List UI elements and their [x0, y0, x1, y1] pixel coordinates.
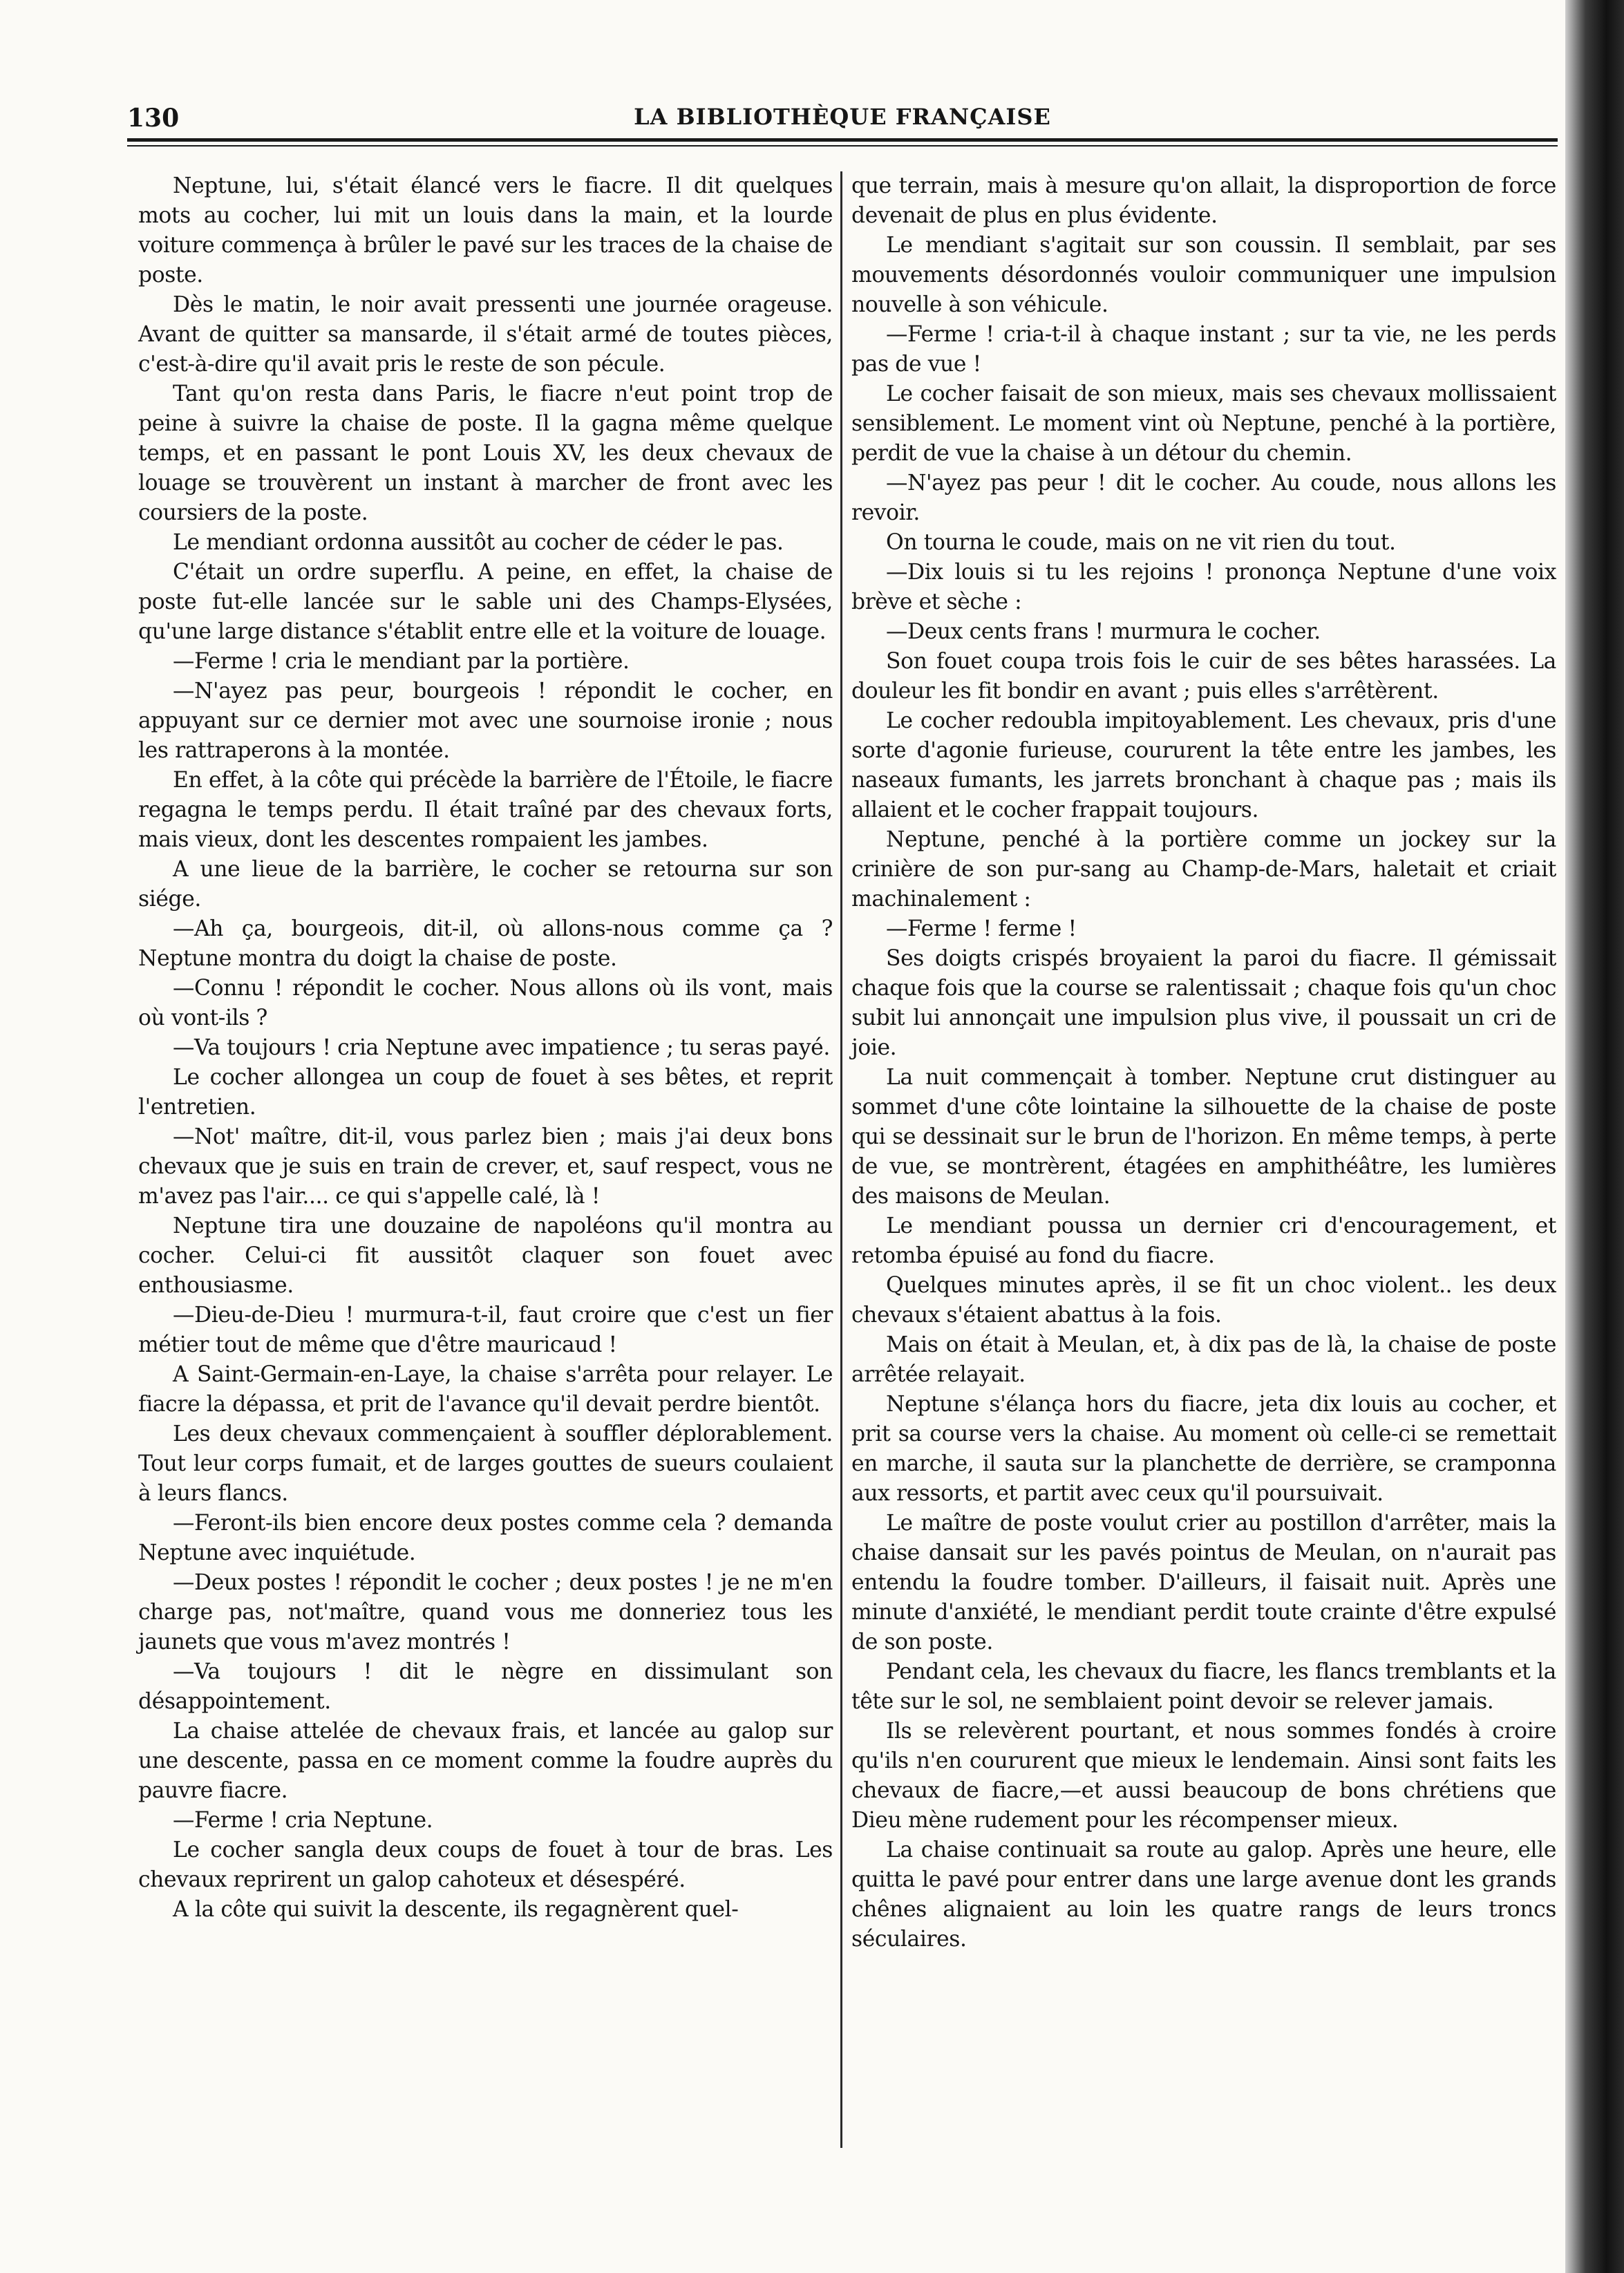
paragraph: Les deux chevaux commençaient à souffler déplorablement. Tout leur corps fumait, et de larges gouttes de sueurs coulaient à leurs flancs.: [138, 1422, 833, 1506]
paragraph: Ses doigts crispés broyaient la paroi du fiacre. Il gémissait chaque fois que la course se ralentissait ; chaque fois qu'un choc subit lui annonçait une impulsion plus vive, il poussait un cri de joie.: [851, 946, 1556, 1060]
paragraph: La chaise continuait sa route au galop. Après une heure, elle quitta le pavé pour entrer dans une large avenue dont les grands chênes alignaient au loin les quatre rangs de leurs troncs séculaires.: [851, 1838, 1556, 1952]
scan-edge: [1565, 0, 1624, 2273]
paragraph: C'était un ordre superflu. A peine, en effet, la chaise de poste fut-elle lancée sur le sable uni des Champs-Elysées, qu'une large distance s'établit entre elle et la voiture de louage.: [138, 560, 833, 644]
paragraph: Le mendiant s'agitait sur son coussin. Il semblait, par ses mouvements désordonnés vouloir communiquer une impulsion nouvelle à son véhicule.: [851, 233, 1556, 317]
paragraph: Le maître de poste voulut crier au postillon d'arrêter, mais la chaise dansait sur les pavés pointus de Meulan, on n'aurait pas entendu la foudre tomber. D'ailleurs, il faisait nuit. Après une minute d'anxiété, le mendiant perdit toute crainte d'être expulsé de son poste.: [851, 1511, 1556, 1654]
paragraph: Le cocher sangla deux coups de fouet à tour de bras. Les chevaux reprirent un galop cahoteux et désespéré.: [138, 1838, 833, 1892]
paragraph: —Dix louis si tu les rejoins ! prononça Neptune d'une voix brève et sèche :: [851, 560, 1556, 614]
paragraph: —Va toujours ! cria Neptune avec impatience ; tu seras payé.: [173, 1035, 830, 1060]
paragraph: —Ferme ! cria-t-il à chaque instant ; sur ta vie, ne les perds pas de vue !: [851, 322, 1556, 377]
paragraph: Neptune, penché à la portière comme un jockey sur la crinière de son pur-sang au Champ-de-Mars, haletait et criait machinalement :: [851, 827, 1556, 912]
paragraph: Tant qu'on resta dans Paris, le fiacre n'eut point trop de peine à suivre la chaise de poste. Il la gagna même quelque temps, et en passant le pont Louis XV, les deux chevaux de louage se trouvèrent un instant à marcher de front avec les coursiers de la poste.: [138, 381, 833, 525]
paragraph: —Feront-ils bien encore deux postes comme cela ? demanda Neptune avec inquiétude.: [138, 1511, 833, 1565]
paragraph: A la côte qui suivit la descente, ils regagnèrent quel-: [173, 1897, 739, 1922]
right-column: [851, 171, 1556, 1954]
paragraph: —Connu ! répondit le cocher. Nous allons où ils vont, mais où vont-ils ?: [138, 976, 833, 1030]
paragraph: A Saint-Germain-en-Laye, la chaise s'arrêta pour relayer. Le fiacre la dépassa, et prit de l'avance qu'il devait perdre bientôt.: [138, 1362, 833, 1417]
paragraph: —Ferme ! cria le mendiant par la portière.: [173, 649, 630, 674]
paragraph: Neptune s'élança hors du fiacre, jeta dix louis au cocher, et prit sa course vers la chaise. Au moment où celle-ci se remettait en marche, il sauta sur la planchette de derrière, se cramponna aux ressorts, et partit avec ceux qu'il poursuivait.: [851, 1392, 1556, 1506]
paragraph: —N'ayez pas peur ! dit le cocher. Au coude, nous allons les revoir.: [851, 471, 1556, 525]
paragraph: Pendant cela, les chevaux du fiacre, les flancs tremblants et la tête sur le sol, ne semblaient point devoir se relever jamais.: [851, 1659, 1556, 1714]
header-rule-thin: [127, 145, 1558, 147]
running-title: LA BIBLIOTHÈQUE FRANÇAISE: [634, 104, 1051, 130]
header-rule-thick: [127, 138, 1558, 142]
paragraph: —Deux postes ! répondit le cocher ; deux postes ! je ne m'en charge pas, not'maître, quand vous me donneriez tous les jaunets que vous m'avez montrés !: [138, 1570, 833, 1654]
paragraph: On tourna le coude, mais on ne vit rien du tout.: [886, 530, 1396, 555]
paragraph: Neptune, lui, s'était élancé vers le fiacre. Il dit quelques mots au cocher, lui mit un louis dans la main, et la lourde voiture commença à brûler le pavé sur les traces de la chaise de poste.: [138, 173, 833, 287]
paragraph: —Ah ça, bourgeois, dit-il, où allons-nous comme ça ? Neptune montra du doigt la chaise de poste.: [138, 916, 833, 971]
page-number: 130: [127, 104, 180, 133]
paragraph: Le cocher allongea un coup de fouet à ses bêtes, et reprit l'entretien.: [138, 1065, 833, 1120]
paragraph: —Dieu-de-Dieu ! murmura-t-il, faut croire que c'est un fier métier tout de même que d'être mauricaud !: [138, 1303, 833, 1357]
paragraph: Le mendiant ordonna aussitôt au cocher de céder le pas.: [173, 530, 784, 555]
paragraph: La chaise attelée de chevaux frais, et lancée au galop sur une descente, passa en ce moment comme la foudre auprès du pauvre fiacre.: [138, 1719, 833, 1803]
paragraph: Son fouet coupa trois fois le cuir de ses bêtes harassées. La douleur les fit bondir en avant ; puis elles s'arrêtèrent.: [851, 649, 1556, 704]
paragraph: Neptune tira une douzaine de napoléons qu'il montra au cocher. Celui-ci fit aussitôt claquer son fouet avec enthousiasme.: [138, 1214, 833, 1298]
paragraph: En effet, à la côte qui précède la barrière de l'Étoile, le fiacre regagna le temps perdu. Il était traîné par des chevaux forts, mais vieux, dont les descentes rompaient les jambes.: [138, 768, 833, 852]
paragraph: —N'ayez pas peur, bourgeois ! répondit le cocher, en appuyant sur ce dernier mot avec une sournoise ironie ; nous les rattraperons à la montée.: [138, 679, 833, 763]
paragraph: Dès le matin, le noir avait pressenti une journée orageuse. Avant de quitter sa mansarde, il s'était armé de toutes pièces, c'est-à-dire qu'il avait pris le reste de son pécule.: [138, 292, 833, 377]
paragraph: que terrain, mais à mesure qu'on allait, la disproportion de force devenait de plus en plus évidente.: [851, 173, 1556, 228]
paragraph: —Va toujours ! dit le nègre en dissimulant son désappointement.: [138, 1659, 833, 1714]
paragraph: Mais on était à Meulan, et, à dix pas de là, la chaise de poste arrêtée relayait.: [851, 1332, 1556, 1387]
paragraph: La nuit commençait à tomber. Neptune crut distinguer au sommet d'une côte lointaine la silhouette de la chaise de poste qui se dessinait sur le brun de l'horizon. En même temps, à perte de vue, se montrèrent, étagées en amphithéâtre, les lumières des maisons de Meulan.: [851, 1065, 1556, 1209]
paragraph: Le cocher redoubla impitoyablement. Les chevaux, pris d'une sorte d'agonie furieuse, coururent la tête entre les jambes, les naseaux fumants, les jarrets bronchant à chaque pas ; mais ils allaient et le cocher frappait toujours.: [851, 708, 1556, 822]
paragraph: Le mendiant poussa un dernier cri d'encouragement, et retomba épuisé au fond du fiacre.: [851, 1214, 1556, 1268]
paragraph: A une lieue de la barrière, le cocher se retourna sur son siége.: [138, 857, 833, 912]
left-column: [138, 171, 833, 1925]
paragraph: —Ferme ! ferme !: [886, 916, 1077, 941]
paragraph: —Not' maître, dit-il, vous parlez bien ; mais j'ai deux bons chevaux que je suis en train de crever, et, sauf respect, vous ne m'avez pas l'air.... ce qui s'appelle calé, là !: [138, 1124, 833, 1209]
paragraph: Le cocher faisait de son mieux, mais ses chevaux mollissaient sensiblement. Le moment vint où Neptune, penché à la portière, perdit de vue la chaise à un détour du chemin.: [851, 381, 1556, 466]
paragraph: Quelques minutes après, il se fit un choc violent.. les deux chevaux s'étaient abattus à la fois.: [851, 1273, 1556, 1328]
paragraph: Ils se relevèrent pourtant, et nous sommes fondés à croire qu'ils n'en coururent que mieux le lendemain. Ainsi sont faits les chevaux de fiacre,—et aussi beaucoup de bons chrétiens que Dieu mène rudement pour les récompenser mieux.: [851, 1719, 1556, 1833]
column-divider: [840, 171, 842, 2148]
paragraph: —Ferme ! cria Neptune.: [173, 1808, 433, 1833]
paragraph: —Deux cents frans ! murmura le cocher.: [886, 619, 1321, 644]
